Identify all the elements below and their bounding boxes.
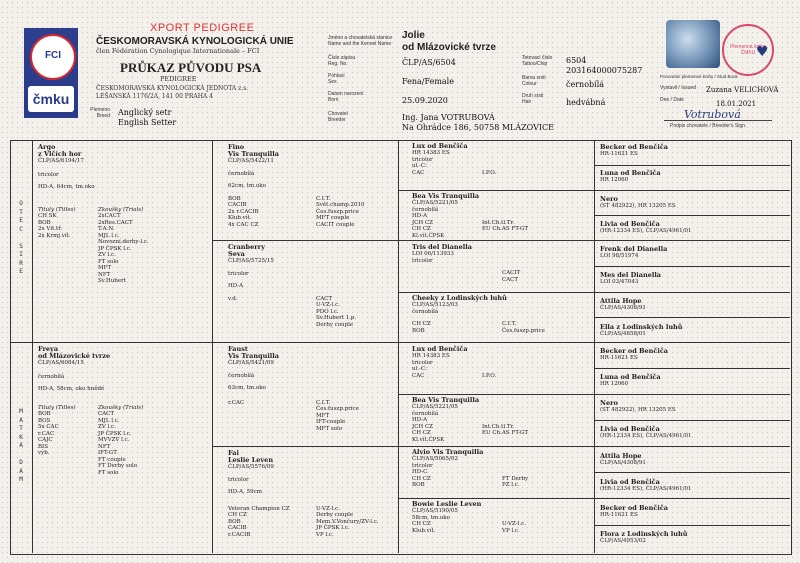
dam-trials-header: Zkoušky (Trials) xyxy=(98,404,144,411)
sire-trial: FT solo xyxy=(98,258,119,265)
signature-line xyxy=(664,120,772,121)
col-divider-gen3 xyxy=(398,140,399,553)
ancestor-kennel: Leslie Leven xyxy=(228,456,274,464)
ancestor-trial: C.I.T. xyxy=(316,399,331,406)
breeder-label: Chovatel Breeder xyxy=(328,111,348,123)
ancestor-trial: CACIT couple xyxy=(316,221,355,228)
sire-title: CH SK xyxy=(38,213,57,219)
dam-trial: FT Derby solo xyxy=(98,463,138,469)
ancestor-name: Bea Vis Tranquilla xyxy=(412,192,480,200)
dam-title: výb. xyxy=(38,450,50,456)
ancestor-title: CH CZ xyxy=(228,512,247,518)
ancestor-trial: CACIT CACT xyxy=(502,270,521,283)
xport-pedigree-label: XPORT PEDIGREE xyxy=(150,22,255,34)
fci-logo-panel xyxy=(24,28,78,118)
sire-title: 2x Krmj.vít. xyxy=(38,232,71,239)
issuer-name: ČESKOMORAVSKÁ KYNOLOGICKÁ JEDNOTA z.s. xyxy=(96,85,249,92)
ancestor-reg: ČLP/AS/5422/11 xyxy=(228,158,274,164)
dog-reg: ČLP/AS/6504 xyxy=(402,58,456,67)
fci-logo xyxy=(30,34,76,80)
ancestor-reg: HR-11621 ES xyxy=(600,355,638,361)
dam-health: HD-A, 58cm, oko hnědé xyxy=(38,386,105,392)
sex-label: Pohlaví Sex xyxy=(328,73,345,85)
sire-reg: ČLP/AS/6194/17 xyxy=(38,158,84,164)
ancestor-trial: U-VZ-l.c. xyxy=(316,505,340,512)
ancestor-health: 58cm, tm.oko xyxy=(412,514,450,521)
gen3-cell xyxy=(412,295,592,334)
ancestor-name: Cheeky z Lodinských luhů xyxy=(412,294,507,302)
breeder-signature: Votrubová xyxy=(684,108,741,121)
ancestor-kennel: Vis Tranquilla xyxy=(228,352,279,360)
ancestor-name: Lux od Benčiča xyxy=(412,142,468,150)
gen3-cell xyxy=(412,449,592,489)
dog-sex: Fena/Female xyxy=(402,77,454,86)
ancestor-trial: Sv.Hubert 1.p. xyxy=(316,315,357,321)
sire-health: HD-A, 64cm, tm.oko xyxy=(38,184,95,190)
ancestor-trial: Derby couple xyxy=(316,321,354,328)
ancestor-title: CAC xyxy=(412,169,425,176)
sire-trial: JP ČPSK l.c. xyxy=(98,245,132,252)
org-fci-membership: člen Fédération Cynologique Internationale – FCI xyxy=(96,47,260,55)
dam-trial: FT solo xyxy=(98,469,119,476)
ancestor-name: Cranberry xyxy=(228,243,265,251)
stamp-text: Plemenná kniha ČMKU xyxy=(730,44,766,56)
dam-trial: MVVZV l.c. xyxy=(98,437,130,443)
gen4-cell xyxy=(600,426,786,440)
ancestor-title xyxy=(412,270,482,283)
ancestor-name: Becker od Benčiča xyxy=(600,143,669,151)
gen4-cell xyxy=(600,453,786,467)
document-subtitle: PEDIGREE xyxy=(160,75,197,83)
ancestor-name: Livia od Benčiča xyxy=(600,220,660,228)
row-divider-g4-3 xyxy=(594,266,790,267)
ancestor-title: v.d. xyxy=(228,295,238,302)
name-label: Jméno a chovatelská stanice Name and the Kennel Name xyxy=(328,35,393,47)
ancestor-reg: ČLP/AS/4308/91 xyxy=(600,460,646,466)
gen4-cell xyxy=(600,298,786,312)
hair-label: Druh srsti Hair xyxy=(522,93,544,105)
ancestor-trial: Svět.champ.2010 xyxy=(316,202,365,208)
ancestor-title: CACIB xyxy=(228,202,247,208)
ancestor-health: HD-C xyxy=(412,469,428,475)
ancestor-trial: VP l.c. xyxy=(316,531,334,538)
cmku-logo: čmku xyxy=(28,86,74,112)
dog-chip: 203164000075287 xyxy=(566,66,643,75)
ancestor-title: Klub.vít. xyxy=(228,215,252,221)
dog-tattoo: 6504 xyxy=(566,56,587,65)
ancestor-name: Lux od Benčiča xyxy=(412,345,468,353)
dog-kennel: od Mlázovické tvrze xyxy=(402,42,496,53)
dam-trial: IFT-GT xyxy=(98,450,117,456)
ancestor-reg: HR 14383 ES xyxy=(412,150,450,156)
ancestor-reg: ČLP/AS/4858/01 xyxy=(600,331,646,337)
ancestor-title: JCH CZ CH CZ Kl.vít.ČPSK xyxy=(412,423,445,443)
ancestor-title: BOB xyxy=(228,518,241,525)
ancestor-colour: černobílá xyxy=(412,206,439,213)
issued-label: Vystavil / Issued xyxy=(660,85,696,91)
ancestor-name: Tris del Dianella xyxy=(412,243,472,251)
ancestor-colour: tricolor xyxy=(412,462,433,469)
ancestor-reg: (ST 482922), HR 13205 ES xyxy=(600,407,676,413)
ancestor-reg: ČLP/AS/5221/05 xyxy=(412,404,458,410)
dam-trial: CACT xyxy=(98,411,115,417)
breeder-name: Ing. Jana VOTRUBOVÁ xyxy=(402,113,495,122)
ancestor-reg: HR-11621 ES xyxy=(600,512,638,518)
ancestor-name: Flora z Lodinských luhů xyxy=(600,530,688,538)
ancestor-trial: Čes.fuszp.price xyxy=(316,406,359,412)
ancestor-colour: černobílá xyxy=(412,410,439,417)
ancestor-title: BOB xyxy=(228,195,241,202)
gen4-cell xyxy=(600,531,786,545)
ancestor-trial: Čes.fuszp.price xyxy=(316,208,359,215)
sire-title: 2x Vít.tř. xyxy=(38,226,63,232)
dam-titles-header: Tituly (Titles) xyxy=(38,404,76,411)
ancestor-colour: černobílá xyxy=(228,170,255,177)
row-divider-g3b xyxy=(398,292,790,293)
ancestor-reg: HR-11621 ES xyxy=(600,151,638,157)
sire-trial: ZV l.c. xyxy=(98,252,116,258)
sire-trial: 2xRes.CACT xyxy=(98,219,133,226)
ancestor-title: r.CAC xyxy=(228,399,245,406)
sire-kennel: z Vlčích hor xyxy=(38,150,82,158)
ancestor-reg: ČLP/AS/5725/15 xyxy=(228,258,274,264)
dam-trial: MJL l.c. xyxy=(98,417,120,424)
row-divider-g4-8 xyxy=(594,525,790,526)
sire-trials-header: Zkoušky (Trials) xyxy=(98,206,144,213)
gen4-cell xyxy=(600,400,786,414)
gen3-cell xyxy=(412,346,592,379)
row-divider-sire-dam xyxy=(10,342,790,343)
gen4-cell xyxy=(600,324,786,338)
dam-trial: NFT xyxy=(98,443,111,450)
row-divider-g4-2 xyxy=(594,215,790,216)
ancestor-name: Livia od Benčiča xyxy=(600,425,660,433)
ancestor-kennel: Vis Tranquilla xyxy=(228,150,279,158)
ancestor-trial: Mem.V.Vončury/ZV-l.c. xyxy=(316,518,379,525)
sire-title: BOB xyxy=(38,219,51,226)
ancestor-trial: I.P.O. xyxy=(482,372,497,379)
ancestor-colour: tricolor xyxy=(412,257,433,264)
ancestor-title: CH CZ BOB xyxy=(412,321,431,334)
dam-name: Freya xyxy=(38,345,59,353)
gen4-cell xyxy=(600,144,786,158)
row-divider-g4-6 xyxy=(594,420,790,421)
ancestor-name: Attila Hope xyxy=(600,452,642,460)
gen3-cell xyxy=(412,193,592,239)
row-divider-g3c xyxy=(398,394,790,395)
ancestor-health: HD-A, 59cm xyxy=(228,489,262,495)
dam-trial: ZV l.c. xyxy=(98,424,116,430)
ancestor-trial: MFT solo xyxy=(316,425,343,432)
sire-cell xyxy=(38,144,208,285)
ancestor-title: CACIB xyxy=(228,525,247,531)
ancestor-reg: ČLP/AS/5123/03 xyxy=(412,302,458,308)
dam-side-label: M A T K A D A M xyxy=(19,408,23,483)
row-divider-g4-7 xyxy=(594,472,790,473)
breeder-address: Na Ohrádce 186, 50758 MLÁZOVICE xyxy=(402,123,554,132)
ancestor-name: Mes del Dianella xyxy=(600,271,661,279)
ancestor-reg: ČLP/AS/5190/05 xyxy=(412,508,458,514)
ancestor-trial: U-VZ-l.c. xyxy=(316,302,340,308)
ancestor-health: HD-A xyxy=(228,283,244,289)
ancestor-reg: ČLP/AS/4953/02 xyxy=(600,538,646,544)
row-divider-g2b xyxy=(212,446,790,447)
gen4-cell xyxy=(600,170,786,184)
ancestor-name: Bowie Leslie Leven xyxy=(412,500,482,508)
org-name: ČESKOMORAVSKÁ KYNOLOGICKÁ UNIE xyxy=(96,36,294,47)
gen4-cell xyxy=(600,479,786,493)
ancestor-trial: PDO l.c. xyxy=(316,308,339,315)
dam-title: 5x CAC xyxy=(38,424,59,430)
col-divider-side xyxy=(32,140,33,553)
gen4-cell xyxy=(600,196,786,210)
reg-label: Číslo zápisu Reg. No. xyxy=(328,55,356,67)
ancestor-name: Fai xyxy=(228,449,239,457)
dam-trial: FT couple xyxy=(98,456,126,463)
issuer-address: LEŠANSKÁ 1176/2A, 141 00 PRAHA 4 xyxy=(96,93,213,100)
sire-trial: 2xCACT xyxy=(98,213,121,219)
ancestor-kennel: Seva xyxy=(228,250,245,258)
hologram-sticker xyxy=(666,20,720,68)
ancestor-reg: (HR-12334 ES), ČLP/AS/4961/01 xyxy=(600,228,692,234)
gen4-cell xyxy=(600,272,786,286)
ancestor-health: 62cm, tm.oko xyxy=(228,183,266,189)
sire-colour: tricolor xyxy=(38,171,59,178)
ancestor-name: Bea Vis Tranquilla xyxy=(412,396,480,404)
ancestor-reg: ČLP/AS/5576/09 xyxy=(228,464,274,470)
ancestor-health: 63cm, tm.oko xyxy=(228,385,266,391)
dog-colour: černobílá xyxy=(566,80,605,89)
ancestor-trial: CACT xyxy=(316,295,333,302)
sire-trial: Novozní.derby-l.c. xyxy=(98,239,149,245)
ancestor-trial: Int.Ch.tl.Tr. EU Ch.AS FT-GT xyxy=(482,423,529,436)
gen4-cell xyxy=(600,348,786,362)
ancestor-name: Faust xyxy=(228,345,248,353)
ancestor-name: Frenk del Dianella xyxy=(600,245,668,253)
row-divider-g4-4 xyxy=(594,317,790,318)
gen4-cell xyxy=(600,505,786,519)
ancestor-reg: ČLP/AS/5421/09 xyxy=(228,360,274,366)
dam-title: BOS xyxy=(38,417,51,424)
ancestor-health: HD-A xyxy=(412,213,428,219)
ancestor-reg: (ST 482922), HR 13205 ES xyxy=(600,203,676,209)
stamp-signature: ♥ xyxy=(756,44,769,60)
dam-title: BIS xyxy=(38,443,48,450)
dog-birth: 25.09.2020 xyxy=(402,96,448,105)
ancestor-title: 4x CAC CZ xyxy=(228,221,259,228)
signature-label: Podpis chovatele / Breeder's Sign. xyxy=(670,123,747,129)
ancestor-title: CH CZ Klub.vít. xyxy=(412,521,436,534)
ancestor-name: Fino xyxy=(228,143,245,151)
ancestor-reg: ČLP/AS/5065/02 xyxy=(412,456,458,462)
fci-logo-text: FCI xyxy=(44,50,62,61)
ancestor-title: JCH CZ CH CZ Kl.vít.ČPSK xyxy=(412,219,445,239)
gen3-cell xyxy=(412,244,592,283)
breed-en: English Setter xyxy=(118,118,177,127)
tattoo-label: Tetovací číslo Tattoo/Chip xyxy=(522,55,553,67)
ancestor-reg: HR 12060 xyxy=(600,177,629,183)
ancestor-trial: JP ČPSK l.c. xyxy=(316,525,350,531)
ancestor-colour: černobílá xyxy=(412,308,439,315)
sire-titles-header: Tituly (Titles) xyxy=(38,206,76,213)
ancestor-title: 2x r.CACIB xyxy=(228,208,259,215)
ancestor-trial: MFT xyxy=(316,412,330,419)
ancestor-colour: tricolor xyxy=(412,156,433,163)
ancestor-name: Ella z Lodinských luhů xyxy=(600,323,683,331)
col-divider-gen4 xyxy=(594,140,595,553)
ancestor-name: Becker od Benčiča xyxy=(600,347,669,355)
sire-trial: NFT xyxy=(98,271,111,278)
ancestor-name: Nero xyxy=(600,195,618,203)
ancestor-colour: tricolor xyxy=(412,359,433,366)
gen3-cell xyxy=(412,143,592,176)
row-divider-g3d xyxy=(398,498,790,499)
ancestor-reg: (HR-12334 ES), ČLP/AS/4961/01 xyxy=(600,433,692,439)
date-label: Dne / Date xyxy=(660,97,684,103)
gen3-cell xyxy=(412,397,592,443)
gen3-cell xyxy=(412,501,592,534)
document-title: PRŮKAZ PŮVODU PSA xyxy=(120,60,262,75)
ancestor-name: Luna od Benčiča xyxy=(600,373,661,381)
ancestor-name: Livia od Benčiča xyxy=(600,478,660,486)
ancestor-health: ul.-C: xyxy=(412,366,427,372)
sire-trial: Sv.Hubert xyxy=(98,278,126,284)
ancestor-reg: LOI 06/113933 xyxy=(412,251,454,257)
ancestor-title: r.CACIB xyxy=(228,531,251,538)
sire-trial: T.A.N. xyxy=(98,226,115,232)
sire-trial: MFT xyxy=(98,265,112,271)
gen4-cell xyxy=(600,221,786,235)
ancestor-trial: U-VZ-l.c. VP l.c. xyxy=(502,521,526,534)
ancestor-reg: HR 12060 xyxy=(600,381,629,387)
ancestor-health: HD-A xyxy=(412,417,428,423)
gen2-cell xyxy=(228,244,394,328)
sire-name: Argo xyxy=(38,143,56,151)
sire-side-label: O T E C S I R E xyxy=(19,200,23,275)
colour-label: Barva srsti Colour xyxy=(522,75,546,87)
ancestor-trial: C.I.T. Čes.fuszp.price xyxy=(502,321,545,334)
row-divider-g4-1 xyxy=(594,165,790,166)
birth-label: Datum narození Born xyxy=(328,91,364,103)
dam-cell xyxy=(38,346,208,476)
ancestor-trial: IFT-couple xyxy=(316,419,346,425)
dam-title: BOB xyxy=(38,411,51,417)
dam-trial: JP ČPSK l.c. xyxy=(98,430,132,437)
ancestor-trial: FT Derby PZ l.c. xyxy=(502,475,529,488)
row-divider-g2a xyxy=(212,240,790,241)
ancestor-reg: ČLP/AS/5221/05 xyxy=(412,200,458,206)
ancestor-trial: Derby couple xyxy=(316,512,354,518)
issued-by: Zuzana VELICHOVÁ xyxy=(706,86,779,94)
ancestor-title: CAC xyxy=(412,372,425,379)
gen2-cell xyxy=(228,450,394,538)
ancestor-name: Attila Hope xyxy=(600,297,642,305)
dam-kennel: od Mlázovické tvrze xyxy=(38,352,111,360)
ancestor-title: CH CZ BOB xyxy=(412,475,431,488)
ancestor-colour: černobílá xyxy=(228,372,255,379)
ancestor-name: Nero xyxy=(600,399,618,407)
col-divider-gen2 xyxy=(212,140,213,553)
ancestor-name: Alvio Vis Tranquilla xyxy=(412,448,484,456)
row-divider-g4-5 xyxy=(594,368,790,369)
breed-label: Plemeno Breed xyxy=(90,107,110,119)
ancestor-title: Veteran Champion CZ xyxy=(228,505,290,512)
sire-trial: MJL l.c. xyxy=(98,232,120,239)
ancestor-trial: MFT couple xyxy=(316,215,350,221)
gen4-cell xyxy=(600,374,786,388)
ancestor-colour: tricolor xyxy=(228,476,249,483)
ancestor-name: Becker od Benčiča xyxy=(600,504,669,512)
ancestor-colour: tricolor xyxy=(228,270,249,277)
dog-name: Jolie xyxy=(402,30,425,41)
ancestor-reg: LOI 03/47043 xyxy=(600,279,639,285)
ancestor-reg: HR 14383 ES xyxy=(412,353,450,359)
ancestor-name: Luna od Benčiča xyxy=(600,169,661,177)
breed-cz: Anglický setr xyxy=(118,108,172,117)
ancestor-reg: (HR-12334 ES), ČLP/AS/4961/01 xyxy=(600,486,692,492)
gen2-cell xyxy=(228,346,394,432)
issue-date: 18.01.2021 xyxy=(716,100,757,108)
ancestor-health: ul.-C: xyxy=(412,163,427,169)
dog-hair: hedvábná xyxy=(566,98,606,107)
ancestor-reg: LOI 98/51974 xyxy=(600,253,639,259)
ancestor-trial: I.P.O. xyxy=(482,169,497,176)
gen4-cell xyxy=(600,246,786,260)
studbook-label: Porovnání plemenné knihy / Stud Book xyxy=(660,74,738,79)
dam-reg: ČLP/AS/6084/15 xyxy=(38,360,84,366)
ancestor-trial: C.I.T. xyxy=(316,195,331,202)
ancestor-reg: ČLP/AS/4308/91 xyxy=(600,305,646,311)
dam-title: CAJC xyxy=(38,437,53,443)
ancestor-trial: Int.Ch.tl.Tr. EU Ch.AS FT-GT xyxy=(482,219,529,232)
row-divider-g3a xyxy=(398,190,790,191)
gen2-cell xyxy=(228,144,394,228)
dam-title: r.CAC xyxy=(38,430,55,437)
dam-colour: černobílá xyxy=(38,373,65,380)
